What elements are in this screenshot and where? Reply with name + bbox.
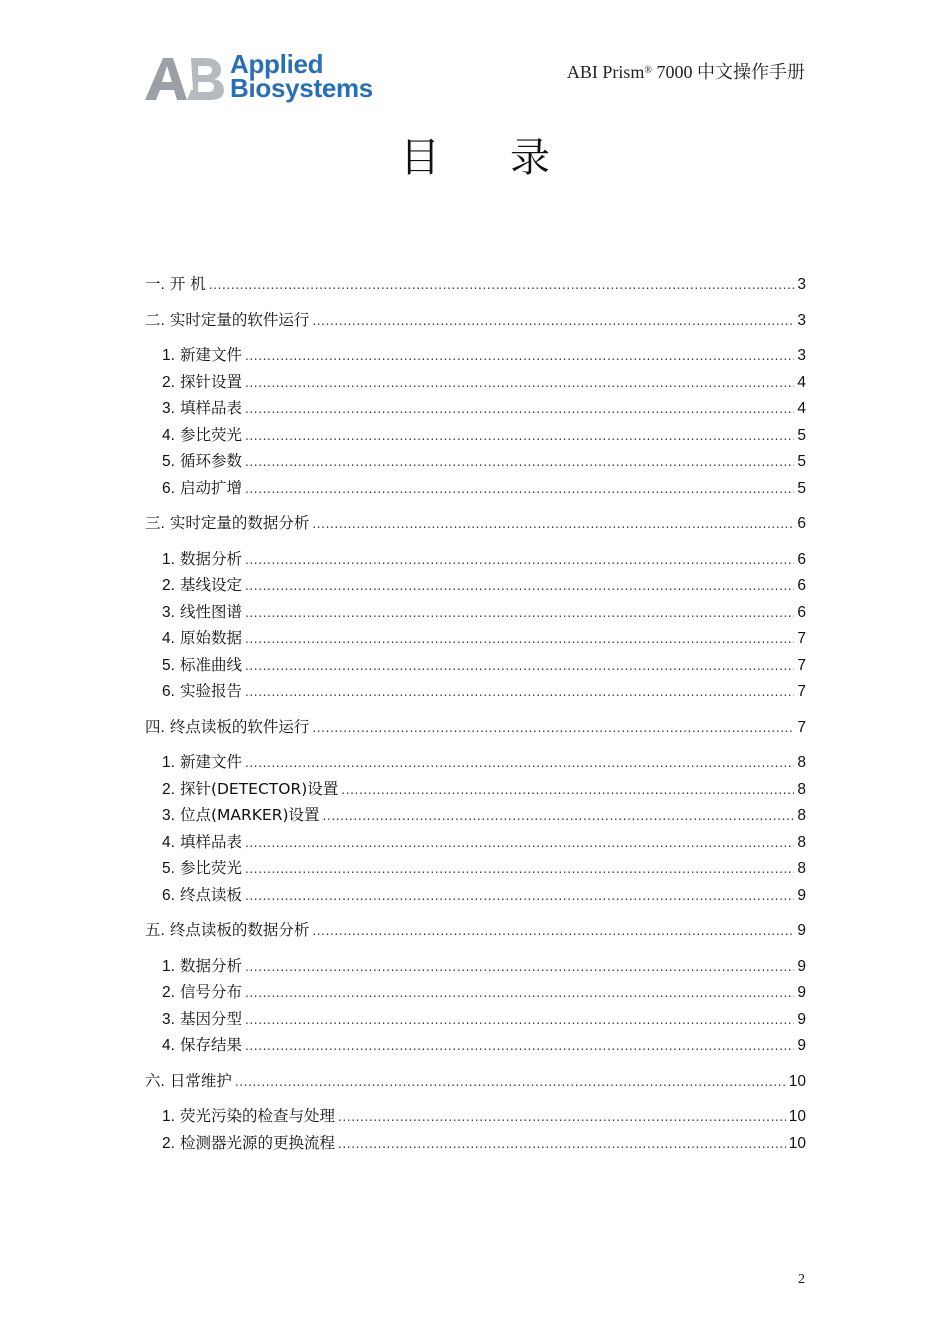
toc-entry-page: 6 xyxy=(797,603,806,621)
toc-dot-leader xyxy=(312,716,794,742)
toc-entry-text: 填样品表 xyxy=(179,832,242,851)
toc-entry-label xyxy=(162,573,242,599)
toc-subsection-entry[interactable] xyxy=(145,1033,806,1060)
toc-dot-leader xyxy=(245,680,794,706)
toc-entry-page: 7 xyxy=(797,718,806,736)
toc-section-entry[interactable] xyxy=(145,1069,806,1096)
toc-section-entry[interactable] xyxy=(145,715,806,742)
toc-dot-leader xyxy=(245,857,794,883)
toc-dot-leader xyxy=(209,273,795,299)
toc-entry-page: 4 xyxy=(797,400,806,417)
toc-entry-text: 保存结果 xyxy=(179,1036,242,1054)
toc-entry-label xyxy=(162,777,338,803)
logo-line-biosystems: Biosystems xyxy=(230,73,373,103)
toc-entry-label xyxy=(145,715,309,741)
toc-subsection-entry[interactable] xyxy=(145,449,806,476)
toc-entry-text: 终点读板 xyxy=(179,885,242,904)
toc-entry-label xyxy=(162,1033,242,1059)
toc-entry-number: 六. xyxy=(145,1072,165,1090)
page-number: 2 xyxy=(798,1272,805,1287)
toc-entry-text: 新建文件 xyxy=(179,346,242,364)
toc-dot-leader xyxy=(338,1132,786,1158)
toc-dot-leader xyxy=(245,424,794,450)
toc-dot-leader xyxy=(245,981,794,1007)
toc-entry-label xyxy=(162,370,242,396)
toc-dot-leader xyxy=(312,919,794,945)
toc-section-entry[interactable] xyxy=(145,511,806,538)
toc-entry-number: 6. xyxy=(162,479,175,497)
toc-entry-text: 检测器光源的更换流程 xyxy=(179,1133,335,1152)
toc-entry-number: 1. xyxy=(162,347,175,364)
toc-subsection-entry[interactable] xyxy=(145,679,806,706)
toc-subsection-entry[interactable] xyxy=(145,343,806,370)
toc-entry-page: 3 xyxy=(797,347,806,364)
toc-entry-page: 6 xyxy=(797,515,806,532)
toc-dot-leader xyxy=(245,477,794,503)
toc-entry-label xyxy=(162,1131,335,1157)
toc-subsection-entry[interactable] xyxy=(145,803,806,830)
toc-entry-page: 6 xyxy=(797,577,806,594)
toc-dot-leader xyxy=(245,548,794,574)
toc-entry-number: 四. xyxy=(145,718,165,736)
toc-entry-text: 探针(DETECTOR)设置 xyxy=(179,779,339,798)
toc-entry-text: 基线设定 xyxy=(179,576,242,594)
toc-section-entry[interactable] xyxy=(145,918,806,945)
applied-biosystems-logo xyxy=(143,49,383,110)
toc-section-entry[interactable] xyxy=(145,272,806,299)
toc-entry-label xyxy=(162,547,242,573)
toc-dot-leader xyxy=(245,955,794,981)
toc-entry-page: 9 xyxy=(797,886,806,904)
toc-entry-page: 4 xyxy=(797,373,806,391)
toc-entry-label xyxy=(162,980,242,1006)
toc-dot-leader xyxy=(245,371,794,397)
toc-section-entry[interactable] xyxy=(145,308,806,335)
toc-entry-number: 一. xyxy=(145,276,165,293)
toc-entry-label xyxy=(162,653,242,679)
toc-subsection-entry[interactable] xyxy=(145,600,806,627)
toc-entry-number: 2. xyxy=(162,577,175,594)
toc-entry-number: 6. xyxy=(162,886,175,904)
toc-entry-number: 4. xyxy=(162,1037,175,1054)
toc-entry-label xyxy=(162,449,242,475)
toc-entry-number: 二. xyxy=(145,311,165,329)
toc-entry-number: 5. xyxy=(162,453,175,470)
toc-subsection-entry[interactable] xyxy=(145,547,806,574)
toc-entry-page: 9 xyxy=(797,984,806,1001)
toc-subsection-entry[interactable] xyxy=(145,750,806,777)
toc-dot-leader xyxy=(312,512,794,538)
toc-entry-text: 数据分析 xyxy=(179,549,242,568)
toc-entry-number: 3. xyxy=(162,1010,175,1028)
toc-entry-label xyxy=(145,1069,232,1095)
toc-entry-text: 参比荧光 xyxy=(179,859,242,877)
toc-entry-text: 新建文件 xyxy=(179,753,242,771)
toc-entry-page: 8 xyxy=(797,833,806,851)
toc-entry-number: 4. xyxy=(162,426,175,444)
toc-entry-text: 线性图谱 xyxy=(179,602,242,621)
toc-entry-number: 4. xyxy=(162,833,175,851)
toc-entry-number: 1. xyxy=(162,754,175,771)
toc-entry-page: 7 xyxy=(797,630,806,647)
toc-entry-number: 5. xyxy=(162,656,175,674)
toc-dot-leader xyxy=(323,804,795,830)
toc-dot-leader xyxy=(312,309,794,335)
toc-entry-page: 5 xyxy=(797,426,806,444)
toc-entry-label xyxy=(145,511,309,537)
toc-entry-number: 2. xyxy=(162,780,175,798)
toc-entry-number: 6. xyxy=(162,683,175,700)
toc-entry-page: 5 xyxy=(797,453,806,470)
toc-entry-page: 6 xyxy=(797,550,806,568)
toc-entry-number: 2. xyxy=(162,1134,175,1152)
toc-entry-text: 开 机 xyxy=(169,275,206,293)
toc-dot-leader xyxy=(245,344,794,370)
toc-entry-text: 启动扩增 xyxy=(179,478,242,497)
toc-entry-text: 信号分布 xyxy=(179,983,242,1001)
toc-entry-text: 终点读板的数据分析 xyxy=(169,921,310,939)
toc-entry-label xyxy=(145,308,309,334)
toc-entry-number: 1. xyxy=(162,550,175,568)
toc-entry-page: 7 xyxy=(797,683,806,700)
toc-dot-leader xyxy=(235,1070,786,1096)
toc-entry-label xyxy=(162,1104,335,1130)
toc-entry-label xyxy=(162,679,242,705)
toc-entry-text: 日常维护 xyxy=(169,1071,232,1090)
toc-entry-label xyxy=(162,626,242,652)
toc-entry-text: 荧光污染的检查与处理 xyxy=(179,1107,335,1125)
toc-dot-leader xyxy=(245,1034,794,1060)
toc-dot-leader xyxy=(245,751,794,777)
toc-subsection-entry[interactable] xyxy=(145,423,806,450)
toc-entry-label xyxy=(162,476,242,502)
toc-subsection-entry[interactable] xyxy=(145,1104,806,1131)
toc-subsection-entry[interactable] xyxy=(145,476,806,503)
toc-subsection-entry[interactable] xyxy=(145,883,806,910)
registered-mark: ® xyxy=(644,65,652,76)
toc-entry-number: 3. xyxy=(162,807,175,824)
toc-entry-text: 实时定量的数据分析 xyxy=(169,514,310,532)
toc-subsection-entry[interactable] xyxy=(145,573,806,600)
toc-entry-number: 3. xyxy=(162,603,175,621)
toc-dot-leader xyxy=(245,397,794,423)
toc-entry-page: 9 xyxy=(797,1010,806,1028)
toc-entry-page: 3 xyxy=(797,311,806,329)
toc-entry-page: 9 xyxy=(797,922,806,939)
toc-dot-leader xyxy=(245,450,794,476)
toc-entry-text: 位点(MARKER)设置 xyxy=(179,806,320,824)
toc-entry-label xyxy=(162,343,242,369)
toc-subsection-entry[interactable] xyxy=(145,856,806,883)
toc-entry-label xyxy=(162,954,242,980)
toc-entry-number: 4. xyxy=(162,630,175,647)
toc-subsection-entry[interactable] xyxy=(145,980,806,1007)
table-of-contents xyxy=(145,272,806,1157)
toc-dot-leader xyxy=(245,831,794,857)
toc-entry-number: 3. xyxy=(162,400,175,417)
toc-entry-number: 2. xyxy=(162,373,175,391)
toc-dot-leader xyxy=(338,1105,786,1131)
toc-entry-label xyxy=(162,396,242,422)
toc-entry-text: 实时定量的软件运行 xyxy=(169,310,310,329)
toc-entry-text: 实验报告 xyxy=(179,682,242,700)
toc-entry-page: 10 xyxy=(788,1072,806,1090)
toc-heading: 目录 xyxy=(400,135,620,181)
manual-title-prefix: ABI Prism xyxy=(566,62,645,82)
toc-dot-leader xyxy=(341,778,794,804)
toc-subsection-entry[interactable] xyxy=(145,830,806,857)
toc-entry-page: 9 xyxy=(797,957,806,975)
toc-entry-page: 7 xyxy=(797,656,806,674)
toc-entry-text: 原始数据 xyxy=(179,629,242,647)
toc-entry-text: 基因分型 xyxy=(179,1009,242,1028)
logo-line-applied: Applied xyxy=(230,49,324,79)
manual-title-suffix: 7000 中文操作手册 xyxy=(652,62,805,82)
toc-entry-label xyxy=(162,750,242,776)
toc-entry-page: 5 xyxy=(797,479,806,497)
toc-entry-text: 数据分析 xyxy=(179,956,242,975)
ab-logo-mark xyxy=(143,52,227,104)
toc-entry-page: 10 xyxy=(788,1108,806,1125)
toc-entry-text: 循环参数 xyxy=(179,452,242,470)
toc-subsection-entry[interactable] xyxy=(145,1007,806,1034)
toc-entry-label xyxy=(162,803,320,829)
toc-entry-label xyxy=(162,856,242,882)
toc-entry-text: 填样品表 xyxy=(179,399,242,417)
toc-entry-number: 五. xyxy=(145,922,165,939)
toc-entry-number: 1. xyxy=(162,957,175,975)
toc-entry-page: 8 xyxy=(797,754,806,771)
toc-entry-page: 9 xyxy=(797,1037,806,1054)
toc-entry-label xyxy=(145,918,309,944)
toc-entry-page: 3 xyxy=(797,276,806,293)
toc-dot-leader xyxy=(245,627,794,653)
toc-subsection-entry[interactable] xyxy=(145,653,806,680)
toc-dot-leader xyxy=(245,574,794,600)
toc-entry-page: 8 xyxy=(797,807,806,824)
toc-subsection-entry[interactable] xyxy=(145,1131,806,1158)
toc-subsection-entry[interactable] xyxy=(145,626,806,653)
toc-entry-label xyxy=(145,272,206,298)
toc-dot-leader xyxy=(245,654,794,680)
toc-subsection-entry[interactable] xyxy=(145,396,806,423)
manual-title xyxy=(567,58,805,84)
toc-entry-label xyxy=(162,423,242,449)
toc-entry-label xyxy=(162,1007,242,1033)
toc-entry-text: 探针设置 xyxy=(179,372,242,391)
toc-subsection-entry[interactable] xyxy=(145,954,806,981)
toc-entry-number: 三. xyxy=(145,515,165,532)
toc-dot-leader xyxy=(245,601,794,627)
logo-wordmark xyxy=(230,49,373,103)
toc-entry-page: 10 xyxy=(788,1134,806,1152)
toc-entry-text: 参比荧光 xyxy=(179,425,242,444)
toc-entry-page: 8 xyxy=(797,860,806,877)
toc-entry-number: 1. xyxy=(162,1108,175,1125)
toc-subsection-entry[interactable] xyxy=(145,777,806,804)
toc-entry-label xyxy=(162,600,242,626)
toc-entry-number: 2. xyxy=(162,984,175,1001)
toc-entry-label xyxy=(162,830,242,856)
toc-entry-label xyxy=(162,883,242,909)
toc-entry-number: 5. xyxy=(162,860,175,877)
toc-subsection-entry[interactable] xyxy=(145,370,806,397)
toc-entry-text: 终点读板的软件运行 xyxy=(169,717,310,736)
toc-entry-page: 8 xyxy=(797,780,806,798)
toc-dot-leader xyxy=(245,884,794,910)
toc-dot-leader xyxy=(245,1008,794,1034)
toc-entry-text: 标准曲线 xyxy=(179,655,242,674)
